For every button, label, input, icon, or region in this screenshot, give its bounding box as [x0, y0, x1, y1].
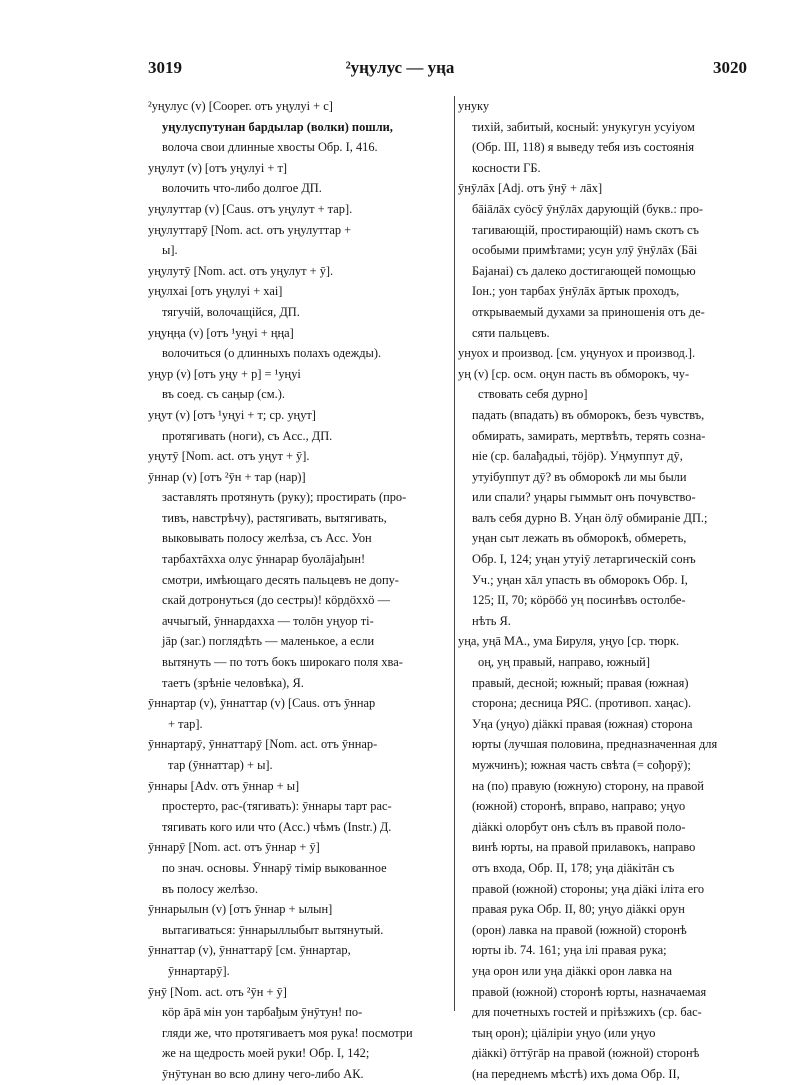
entry-body-line: тагивающій, простирающій) намъ скотъ съ — [472, 222, 699, 237]
entry-body-line: или спали? уңары гыммыт онъ почувство- — [472, 490, 696, 505]
entry-headword-line: ӯннарӯ [Nom. act. отъ ӯннар + ӯ] — [148, 840, 320, 855]
entry-body-line: Бајанаі) съ далеко достигающей помощью — [472, 263, 696, 278]
entry-headword-line: ӯннартарӯ, ӯннаттарӯ [Nom. act. отъ ӯннар- — [148, 737, 378, 752]
entry-body-line: выковывать полосу желѣза, съ Acc. Уон — [162, 531, 372, 546]
entry-body-line: Обр. I, 124; уңан утуіӯ летаргическій сонъ — [472, 552, 696, 567]
entry-headword-line: ӯннарылын (v) [отъ ӯннар + ылын] — [148, 902, 333, 917]
entry-headword-line: уңа, уңā МА., ума Бируля, уңуо [ср. тюрк. — [458, 634, 680, 649]
entry-headword-line: уңулуттарӯ [Nom. act. отъ уңулуттар + — [148, 222, 352, 237]
entry-body-line: ніе (ср. балађадыі, тӧјӧр). Уңмуппут дӯ, — [472, 449, 683, 464]
entry-body-line: скай дотронуться (до сестры)! кöрдӧххӧ — — [162, 593, 390, 608]
left-page-number: 3019 — [148, 58, 182, 77]
entry-body-line: по знач. основы. Ӯннарӯ тімір выкованное — [162, 860, 387, 875]
entry-body-line: Уч.; уңан хāл упасть въ обморокъ Обр. I, — [472, 572, 688, 587]
entry-headword-line: уңулутӯ [Nom. act. отъ уңулут + ӯ]. — [148, 263, 334, 278]
entry-headword-line: уңут (v) [отъ ¹уңуі + т; ср. уңут] — [148, 407, 316, 422]
entry-body-line: 125; II, 70; кӧрӧбӧ уң посинѣвъ остолбе- — [472, 593, 686, 608]
entry-body-line: тивъ, навстрѣчу), растягивать, вытягивать, — [162, 510, 387, 525]
entry-headword-line: уңуңңа (v) [отъ ¹уңуі + ңңа] — [148, 325, 294, 340]
entry-body-line: таетъ (зрѣніе человѣка), Я. — [162, 675, 304, 690]
entry-body-line: особыми примѣтами; усун улӯ ӯнӯлāх (Бāі — [472, 243, 698, 258]
entry-body-line: правой (южной) сторонѣ юрты, назначаемая — [472, 984, 707, 999]
entry-body-line: правая рука Обр. II, 80; уңуо діäккі орун — [472, 902, 685, 917]
entry-body-line: уңа орон или уңа діäккі орон лавка на — [472, 963, 672, 978]
entry-body-line: нѣть Я. — [472, 613, 511, 628]
entry-body-line: волочить что-либо долгое ДП. — [162, 181, 322, 196]
entry-body-line: + тар]. — [168, 716, 203, 731]
entry-body-line: въ полосу желѣзо. — [162, 881, 258, 896]
entry-body-line: юрты (лучшая половина, предназначенная для — [472, 737, 718, 752]
entry-body-line: уңан сыт лежать въ обморокѣ, обмереть, — [472, 531, 687, 546]
entry-body-line: косности ГБ. — [472, 160, 541, 175]
entry-headword-line: уңулуттар (v) [Caus. отъ уңулут + тар]. — [148, 201, 353, 216]
entry-headword-line: ӯнӯлāх [Adj. отъ ӯнӯ + лāх] — [458, 181, 603, 196]
entry-body-line: правой (южной) стороны; уңа діäкі іліта его — [472, 881, 705, 896]
entry-body-line: простерто, рас-(тягивать): ӯннары тарт рас- — [162, 799, 392, 814]
entry-body-line: тың орон); ціäліріи уңуо (или уңуо — [472, 1025, 656, 1040]
entry-body-line: тарбахтāхха олус ӯннарар буолāјађын! — [162, 552, 366, 567]
entry-body-line: волочиться (о длинныхъ полахъ одежды). — [162, 346, 382, 361]
entry-body-line: (Обр. III, 118) я выведу тебя изъ состоянія — [472, 140, 695, 155]
entry-body-line: вытянуть — по тотъ бокъ широкаго поля хва- — [162, 655, 403, 670]
entry-headword-line: ӯнӯ [Nom. act. отъ ²ӯн + ӯ] — [148, 984, 287, 999]
entry-headword-line: уңутӯ [Nom. act. отъ уңут + ӯ]. — [148, 449, 310, 464]
entry-headword-line: ӯннары [Adv. отъ ӯннар + ы] — [148, 778, 300, 793]
entry-body-line: уңулуспутунан бардылар (волки) пошли, — [162, 119, 393, 134]
column-divider — [454, 96, 455, 1011]
entry-body-line: тягучій, волочащійся, ДП. — [162, 304, 300, 319]
entry-body-line: протягивать (ноги), съ Acc., ДП. — [162, 428, 333, 443]
entry-body-line: ствовать себя дурно] — [478, 387, 588, 402]
entry-body-line: обмирать, замирать, мертвѣть, терять созна- — [472, 428, 706, 443]
running-title: ²уңулус — уңа — [345, 58, 455, 77]
entry-body-line: оң, уң правый, направо, южный] — [478, 655, 650, 670]
entry-body-line: же на щедрость моей руки! Обр. I, 142; — [162, 1046, 370, 1061]
entry-body-line: Уңа (уңуо) діäккі правая (южная) сторона — [472, 716, 693, 731]
entry-body-line: ӯнӯтунан во всю длину чего-либо АК. — [162, 1066, 364, 1081]
entry-headword-line: ²уңулус (v) [Cooper. отъ уңулуі + с] — [148, 99, 333, 113]
right-page-number: 3020 — [713, 58, 747, 77]
entry-body-line: вытагиваться: ӯннарыллыбыт вытянутый. — [162, 922, 384, 937]
entry-body-line: открываемый духами за приношенія отъ де- — [472, 304, 705, 319]
entry-body-line: (южной) сторонѣ, вправо, направо; уңуо — [472, 799, 686, 814]
entry-headword-line: ӯннаттар (v), ӯннаттарӯ [см. ӯннартар, — [148, 943, 351, 958]
entry-body-line: отъ входа, Обр. II, 178; уңа діäкітāн съ — [472, 860, 675, 875]
entry-body-line: ы]. — [162, 243, 178, 258]
entry-headword-line: унуох и производ. [см. уңунуох и производ.]. — [458, 346, 696, 361]
entry-body-line: въ соед. съ саңыр (см.). — [162, 387, 285, 402]
entry-body-line: на (по) правую (южную) сторону, на правой — [472, 778, 704, 793]
entry-headword-line: уңур (v) [отъ уңу + р] = ¹уңуі — [148, 366, 301, 381]
entry-body-line: сяти пальцевъ. — [472, 325, 550, 340]
entry-body-line: тягивать кого или что (Acc.) чѣмъ (Instr.) Д. — [162, 819, 392, 834]
entry-body-line: гляди же, что протягиваетъ моя рука! посмотри — [162, 1025, 413, 1040]
entry-body-line: юрты іb. 74. 161; уңа ілі правая рука; — [472, 943, 667, 958]
entry-body-line: (на переднемъ мѣстѣ) ихъ дома Обр. II, — [472, 1066, 680, 1081]
entry-headword-line: уң (v) [ср. осм. оңун пасть въ обморокъ, чу- — [458, 366, 690, 381]
entry-headword-line: уңулхаі [отъ уңулуі + хаі] — [148, 284, 283, 299]
entry-body-line: бāіāлāх суӧсӯ ӯнӯлāх дарующій (букв.: про- — [472, 201, 704, 216]
page-header — [0, 58, 800, 82]
entry-body-line: смотри, имѣющаго десять пальцевъ не допу- — [162, 572, 399, 587]
entry-body-line: валъ себя дурно В. Уңан ӧлӯ обмираніе ДП.; — [472, 510, 708, 525]
entry-body-line: утуібуппут дӯ? въ обморокѣ ли мы были — [472, 469, 687, 484]
entry-body-line: для почетныхъ гостей и пріѣзжихъ (ср. бас- — [472, 1005, 702, 1020]
entry-body-line: заставлять протянуть (руку); простирать (про- — [162, 490, 407, 505]
entry-body-line: діäккі) ӧттӯгāр на правой (южной) сторонѣ — [472, 1046, 700, 1061]
entry-body-line: винѣ юрты, на правой прилавокъ, направо — [472, 840, 696, 855]
entry-body-line: тихій, забитый, косный: унукугун усуіуом — [472, 119, 695, 134]
entry-headword-line: уңулут (v) [отъ уңулуі + т] — [148, 160, 288, 175]
entry-body-line: діäккі олорбут онъ сѣлъ въ правой поло- — [472, 819, 686, 834]
entry-body-line: кӧр āрā мін уон тарбађым ӯнӯтун! по- — [162, 1005, 363, 1020]
entry-body-line: сторона; десница РЯС. (противоп. хаңас). — [472, 696, 692, 711]
entry-body-line: тар (ӯннаттар) + ы]. — [168, 758, 273, 772]
entry-headword-line: унуку — [458, 99, 490, 113]
entry-body-line: мужчинъ); южная часть свѣта (= сођорӯ); — [472, 758, 691, 772]
entry-body-line: правый, десной; южный; правая (южная) — [472, 675, 689, 690]
entry-body-line: ӯннартарӯ]. — [168, 963, 230, 978]
entry-body-line: јāр (заг.) поглядѣть — маленькое, а если — [162, 634, 375, 649]
entry-headword-line: ӯннар (v) [отъ ²ӯн + тар (нар)] — [148, 469, 306, 484]
entry-body-line: (орон) лавка на правой (южной) сторонѣ — [472, 922, 687, 937]
entry-body-line: аччыгый, ӯннардахха — толōн уңуор ті- — [162, 613, 374, 628]
entry-body-line: Іон.; уон тарбах ӯнӯлāх āртык проходъ, — [472, 284, 680, 299]
right-column — [458, 96, 770, 1085]
left-column — [148, 96, 451, 1085]
entry-headword-line: ӯннартар (v), ӯннаттар (v) [Caus. отъ ӯннар — [148, 696, 376, 711]
entry-body-line: волоча свои длинные хвосты Обр. I, 416. — [162, 140, 378, 155]
entry-body-line: падать (впадать) въ обморокъ, безъ чувствъ, — [472, 407, 705, 422]
